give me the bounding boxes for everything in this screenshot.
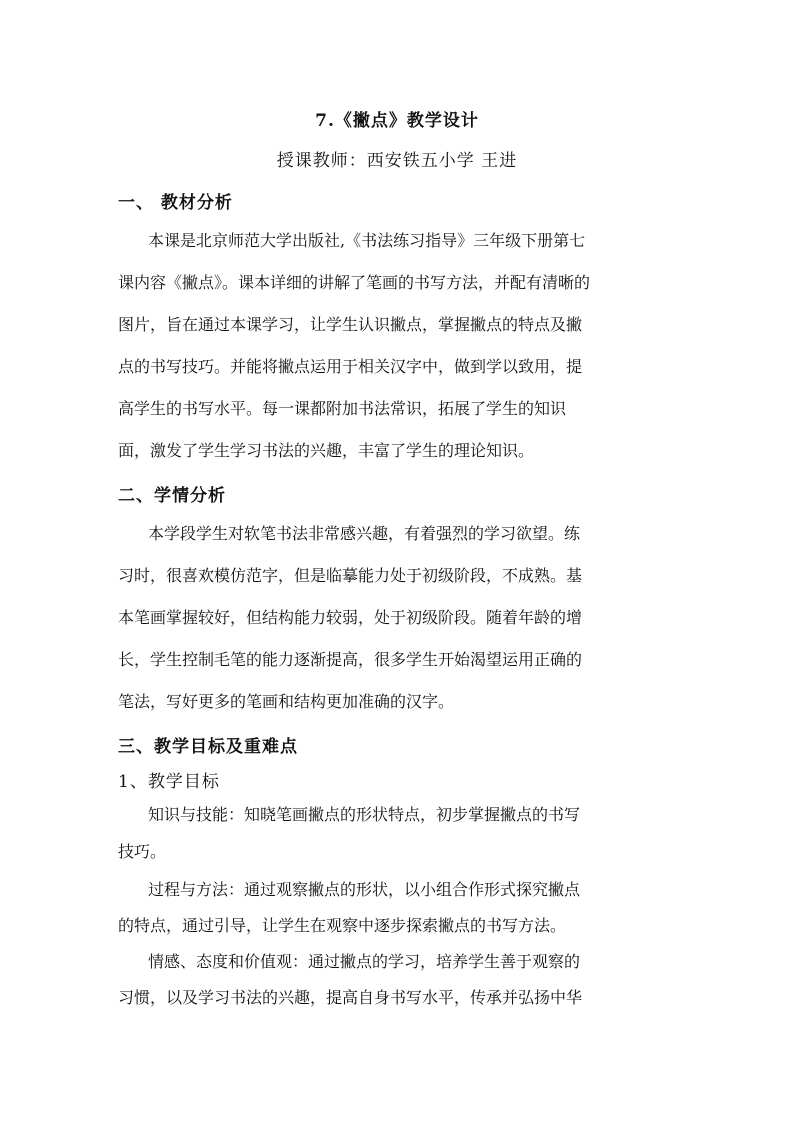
paragraph-line: 点的书写技巧。并能将撇点运用于相关汉字中，做到学以致用，提 — [118, 357, 583, 376]
paragraph-line: 本课是北京师范大学出版社,《书法练习指导》三年级下册第七 — [148, 231, 586, 250]
section-heading-teaching-goals: 三、教学目标及重难点 — [118, 737, 298, 757]
document-author: 授课教师：西安铁五小学 王进 — [276, 151, 518, 171]
document-title: 7.《撇点》教学设计 — [315, 111, 479, 131]
paragraph-line: 高学生的书写水平。每一课都附加书法常识，拓展了学生的知识 — [118, 399, 567, 418]
paragraph-line: 知识与技能：知晓笔画撇点的形状特点，初步掌握撇点的书写 — [148, 805, 581, 824]
paragraph-line: 长，学生控制毛笔的能力逐渐提高，很多学生开始渴望运用正确的 — [118, 650, 583, 669]
paragraph-line: 面，激发了学生学习书法的兴趣，丰富了学生的理论知识。 — [118, 441, 535, 460]
paragraph-line: 过程与方法：通过观察撇点的形状，以小组合作形式探究撇点 — [148, 880, 581, 899]
paragraph-line: 本学段学生对软笔书法非常感兴趣，有着强烈的学习欲望。练 — [148, 524, 581, 543]
paragraph-line: 图片，旨在通过本课学习，让学生认识撇点，掌握撇点的特点及撇 — [118, 315, 583, 334]
section-heading-student-analysis: 二、学情分析 — [118, 486, 226, 506]
subsection-heading-goals: 1、教学目标 — [118, 772, 220, 792]
paragraph-line: 情感、态度和价值观：通过撇点的学习，培养学生善于观察的 — [148, 952, 581, 971]
paragraph-line: 笔法，写好更多的笔画和结构更加准确的汉字。 — [118, 692, 455, 711]
paragraph-line: 习惯，以及学习书法的兴趣，提高自身书写水平，传承并弘扬中华 — [118, 988, 583, 1007]
paragraph-line: 习时，很喜欢模仿范字，但是临摹能力处于初级阶段，不成熟。基 — [118, 566, 583, 585]
section-heading-textbook-analysis: 一、 教材分析 — [118, 193, 233, 213]
paragraph-line: 技巧。 — [118, 842, 167, 861]
paragraph-line: 的特点，通过引导，让学生在观察中逐步探索撇点的书写方法。 — [118, 916, 567, 935]
paragraph-line: 本笔画掌握较好，但结构能力较弱，处于初级阶段。随着年龄的增 — [118, 608, 583, 627]
paragraph-line: 课内容《撇点》。课本详细的讲解了笔画的书写方法，并配有清晰的 — [118, 273, 591, 292]
